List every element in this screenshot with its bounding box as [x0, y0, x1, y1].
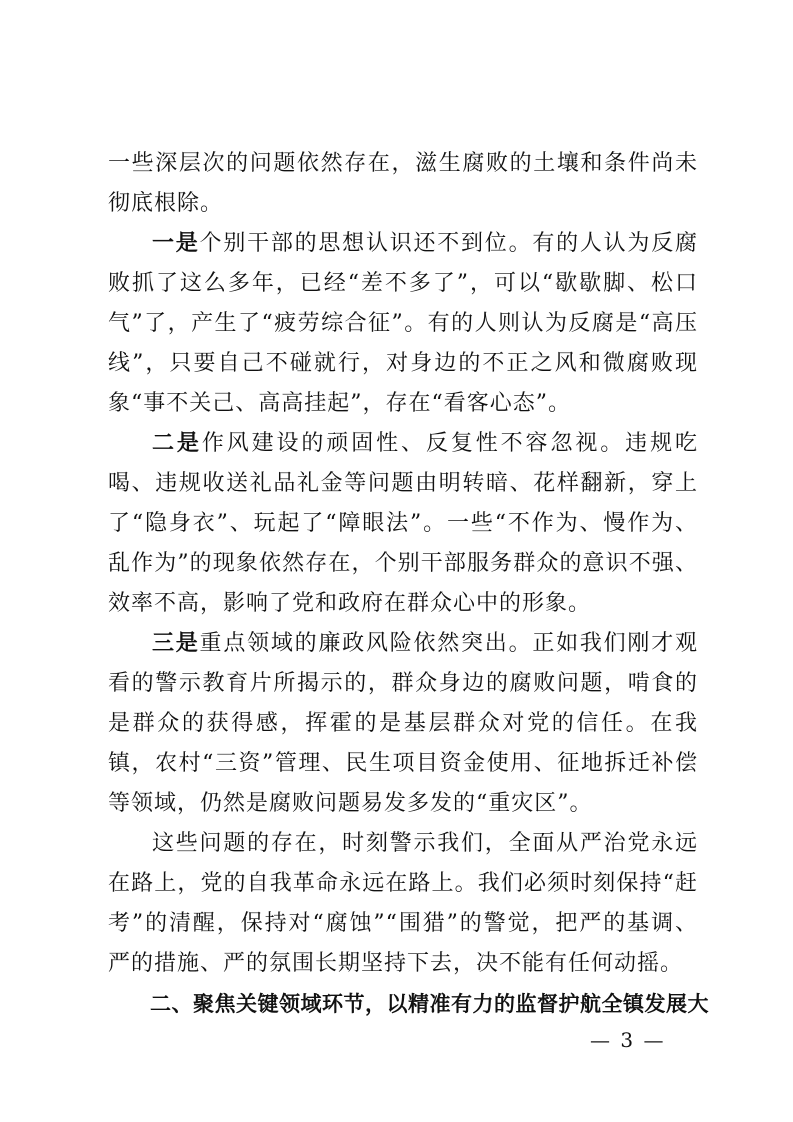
paragraph-4: [108, 624, 698, 824]
section-heading: 二、聚焦关键领域环节，以精准有力的监督护航全镇发展大: [150, 992, 709, 1016]
paragraph-text: 作风建设的顽固性、反复性不容忽视。违规吃喝、违规收送礼品礼金等问题由明转暗、花样翻新，穿上了“隐身衣”、玩起了“障眼法”。一些“不作为、慢作为、乱作为”的现象依然存在，个别干部服务群众的意识不强、效率不高，影响了党和政府在群众心中的形象。: [108, 431, 698, 616]
paragraph-text: 个别干部的思想认识还不到位。有的人认为反腐败抓了这么多年，已经“差不多了”，可以“歇歇脚、松口气”了，产生了“疲劳综合征”。有的人则认为反腐是“高压线”，只要自己不碰就行，对身边的不正之风和微腐败现象“事不关己、高高挂起”，存在“看客心态”。: [108, 231, 698, 416]
paragraph-2: [108, 224, 698, 424]
paragraph-lead: 三是: [152, 631, 200, 656]
body-text: [108, 144, 709, 1024]
paragraph-text: 这些问题的存在，时刻警示我们，全面从严治党永远在路上，党的自我革命永远在路上。我们必须时刻保持“赶考”的清醒，保持对“腐蚀”“围猎”的警觉，把严的基调、严的措施、严的氛围长期坚持下去，决不能有任何动摇。: [108, 831, 698, 976]
paragraph-text: 一些深层次的问题依然存在，滋生腐败的土壤和条件尚未彻底根除。: [108, 151, 698, 216]
paragraph-lead: 二是: [152, 431, 202, 456]
paragraph-1: [108, 144, 698, 224]
page-number: — 3 —: [590, 1028, 666, 1052]
paragraph-5: [108, 824, 698, 984]
paragraph-text: 重点领域的廉政风险依然突出。正如我们刚才观看的警示教育片所揭示的，群众身边的腐败问题，啃食的是群众的获得感，挥霍的是基层群众对党的信任。在我镇，农村“三资”管理、民生项目资金使用、征地拆迁补偿等领域，仍然是腐败问题易发多发的“重灾区”。: [108, 631, 698, 816]
paragraph-3: [108, 424, 698, 624]
paragraph-lead: 一是: [152, 231, 200, 256]
